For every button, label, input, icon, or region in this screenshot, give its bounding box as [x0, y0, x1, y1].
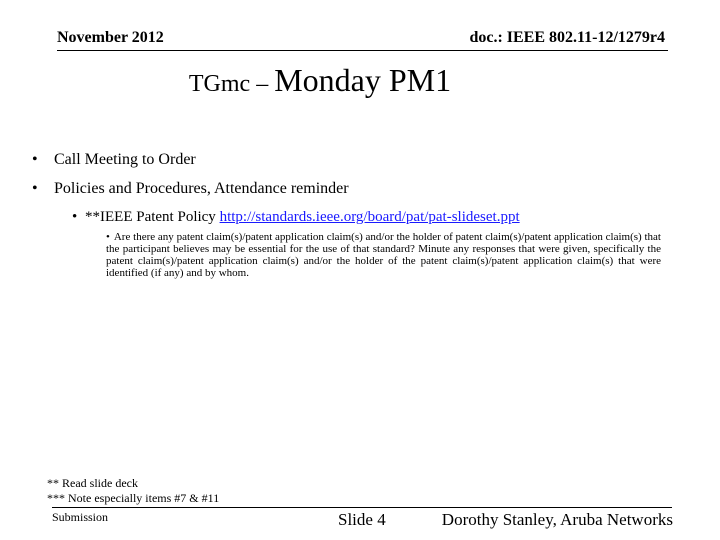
bullet-marker: • — [72, 209, 78, 225]
title-prefix: TGmc – — [188, 71, 275, 97]
note-line: ** Read slide deck — [47, 476, 138, 490]
bullet-marker: • — [32, 151, 38, 168]
footer-slide-number: Slide 4 — [338, 510, 386, 529]
bullet-marker: • — [106, 231, 110, 243]
sub-sub-bullet-text: Are there any patent claim(s)/patent application claim(s) and/or the holder of patent claim(s)/patent application claim(s) that the participant believes may be essential for the use of that standard? Minute any responses that were given, specifically the patent claim(s)/patent application claim(s) and/or the holder of the patent claim(s)/patent application claim(s) that were identified (if any) and by whom. — [106, 231, 661, 279]
bullet-marker: • — [32, 180, 38, 197]
note-line: *** Note especially items #7 & #11 — [47, 491, 220, 505]
title-main: Monday PM1 — [274, 62, 452, 98]
header-doc-id: doc.: IEEE 802.11-12/1279r4 — [469, 29, 665, 46]
sub-bullet-text: **IEEE Patent Policy — [85, 209, 220, 225]
sub-bullet-item — [72, 203, 692, 231]
bullet-text: Call Meeting to Order — [54, 151, 196, 168]
footer-submission: Submission — [52, 510, 109, 524]
footer-author: Dorothy Stanley, Aruba Networks — [441, 510, 673, 529]
notes — [47, 476, 219, 506]
bullet-text: Policies and Procedures, Attendance reminder — [54, 180, 349, 197]
bullet-item — [32, 174, 692, 203]
slide-title — [0, 62, 640, 99]
patent-policy-link[interactable]: http://standards.ieee.org/board/pat/pat-slideset.ppt — [219, 209, 520, 225]
footer-divider — [52, 507, 672, 508]
sub-sub-bullet-item — [106, 231, 661, 279]
header-date: November 2012 — [57, 29, 164, 46]
bullet-item — [32, 145, 692, 174]
header-divider — [57, 50, 668, 51]
bullet-list — [32, 145, 692, 279]
